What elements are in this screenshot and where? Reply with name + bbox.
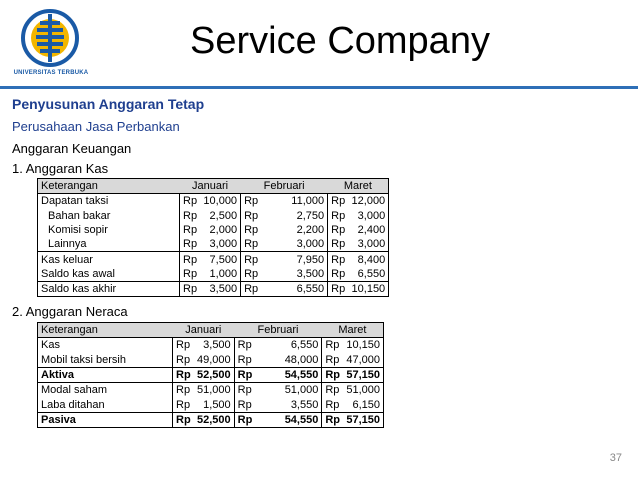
table-row — [38, 209, 389, 223]
cell-value: 10,150 — [348, 282, 389, 297]
currency: Rp — [234, 353, 255, 368]
cell-value: 54,550 — [255, 367, 322, 382]
currency: Rp — [322, 383, 343, 398]
currency: Rp — [180, 282, 201, 297]
heading-sub: Perusahaan Jasa Perbankan — [12, 119, 180, 134]
cash-budget-table — [37, 178, 389, 297]
cell-value: 10,000 — [203, 195, 238, 208]
table-row — [38, 267, 389, 282]
cell-value: 6,150 — [343, 397, 384, 412]
cell-value: 3,550 — [290, 398, 319, 411]
table-row — [38, 412, 384, 427]
header-keterangan: Keterangan — [38, 323, 173, 338]
table-row — [38, 282, 389, 297]
row-label: Komisi sopir — [38, 223, 180, 237]
cell-value: 2,750 — [296, 209, 325, 222]
currency: Rp — [328, 194, 349, 209]
balance-sheet-budget-table — [37, 322, 384, 428]
cell-value: 7,500 — [200, 252, 241, 267]
header-januari: Januari — [180, 179, 241, 194]
header-februari: Februari — [234, 323, 322, 338]
header-keterangan: Keterangan — [38, 179, 180, 194]
row-label: Dapatan taksi — [38, 194, 180, 209]
cell-value: 6,550 — [348, 267, 389, 282]
section-anggaran-kas: 1. Anggaran Kas — [12, 161, 109, 176]
row-label: Modal saham — [38, 383, 173, 398]
heading-plain: Anggaran Keuangan — [12, 141, 132, 156]
table-row — [38, 338, 384, 353]
title-divider — [0, 86, 638, 89]
table-row — [38, 252, 389, 267]
currency: Rp — [328, 282, 349, 297]
currency: Rp — [241, 194, 262, 209]
cell-value: 3,500 — [203, 339, 231, 352]
cell-value: 49,000 — [197, 353, 231, 366]
cell-value: 7,950 — [261, 252, 328, 267]
currency: Rp — [328, 223, 349, 237]
cell-value: 11,000 — [291, 195, 325, 208]
row-label: Saldo kas awal — [38, 267, 180, 282]
cell-value: 48,000 — [284, 353, 319, 366]
currency: Rp — [180, 194, 201, 209]
currency: Rp — [322, 353, 343, 368]
currency: Rp — [173, 367, 194, 382]
currency: Rp — [180, 209, 201, 223]
currency: Rp — [234, 367, 255, 382]
cell-value: 3,000 — [296, 238, 325, 251]
table-row — [38, 353, 384, 368]
table-row — [38, 397, 384, 412]
table-row — [38, 367, 384, 382]
currency: Rp — [322, 412, 343, 427]
cell-value: 51,000 — [255, 383, 322, 398]
currency: Rp — [180, 223, 201, 237]
cell-value: 51,000 — [194, 383, 235, 398]
currency: Rp — [173, 397, 194, 412]
row-label: Bahan bakar — [38, 209, 180, 223]
cell-value: 3,000 — [348, 237, 389, 252]
row-label: Kas keluar — [38, 252, 180, 267]
cell-value: 8,400 — [348, 252, 389, 267]
currency: Rp — [328, 267, 349, 282]
cell-value: 1,000 — [209, 267, 238, 280]
currency: Rp — [241, 209, 262, 223]
cell-value: 52,500 — [194, 367, 235, 382]
currency: Rp — [180, 267, 201, 282]
currency: Rp — [173, 412, 194, 427]
currency: Rp — [322, 397, 343, 412]
cell-value: 51,000 — [343, 383, 384, 398]
currency: Rp — [173, 338, 194, 353]
cell-value: 3,000 — [348, 209, 389, 223]
cell-value: 3,000 — [209, 238, 238, 251]
cell-value: 12,000 — [348, 194, 389, 209]
cell-value: 47,000 — [343, 353, 384, 368]
table-header-row — [38, 179, 389, 194]
currency: Rp — [234, 397, 255, 412]
header-maret: Maret — [322, 323, 384, 338]
table-row — [38, 237, 389, 252]
cell-value: 2,400 — [348, 223, 389, 237]
row-label: Kas — [38, 338, 173, 353]
row-label: Laba ditahan — [38, 397, 173, 412]
cell-value: 57,150 — [343, 367, 384, 382]
page-number: 37 — [609, 452, 622, 464]
row-label: Pasiva — [38, 412, 173, 427]
logo-text: UNIVERSITAS TERBUKA — [13, 70, 89, 76]
cell-value: 2,000 — [209, 224, 238, 237]
row-label: Aktiva — [38, 367, 173, 382]
currency: Rp — [241, 282, 262, 297]
cell-value: 3,500 — [200, 282, 241, 297]
cell-value: 57,150 — [343, 412, 384, 427]
currency: Rp — [241, 252, 262, 267]
header-februari: Februari — [241, 179, 328, 194]
table-row — [38, 223, 389, 237]
currency: Rp — [180, 237, 201, 252]
currency: Rp — [173, 383, 194, 398]
cell-value: 1,500 — [203, 398, 231, 411]
table-row — [38, 383, 384, 398]
currency: Rp — [328, 209, 349, 223]
cell-value: 2,500 — [209, 209, 238, 222]
header-maret: Maret — [328, 179, 389, 194]
cell-value: 3,500 — [296, 267, 325, 280]
row-label: Saldo kas akhir — [38, 282, 180, 297]
currency: Rp — [173, 353, 194, 368]
currency: Rp — [180, 252, 201, 267]
heading-bold: Penyusunan Anggaran Tetap — [12, 96, 205, 112]
currency: Rp — [322, 367, 343, 382]
cell-value: 54,550 — [255, 412, 322, 427]
currency: Rp — [241, 223, 262, 237]
cell-value: 6,550 — [261, 282, 328, 297]
row-label: Mobil taksi bersih — [38, 353, 173, 368]
currency: Rp — [241, 267, 262, 282]
currency: Rp — [241, 237, 262, 252]
slide-title: Service Company — [190, 20, 490, 62]
currency: Rp — [234, 338, 255, 353]
header-januari: Januari — [173, 323, 235, 338]
section-anggaran-neraca: 2. Anggaran Neraca — [12, 304, 128, 319]
currency: Rp — [234, 412, 255, 427]
currency: Rp — [328, 237, 349, 252]
row-label: Lainnya — [38, 237, 180, 252]
table-row — [38, 194, 389, 209]
table-header-row — [38, 323, 384, 338]
currency: Rp — [234, 383, 255, 398]
university-emblem-icon — [10, 6, 90, 80]
cell-value: 6,550 — [290, 339, 319, 352]
cell-value: 52,500 — [194, 412, 235, 427]
cell-value: 10,150 — [343, 338, 384, 353]
currency: Rp — [322, 338, 343, 353]
currency: Rp — [328, 252, 349, 267]
cell-value: 2,200 — [296, 224, 325, 237]
